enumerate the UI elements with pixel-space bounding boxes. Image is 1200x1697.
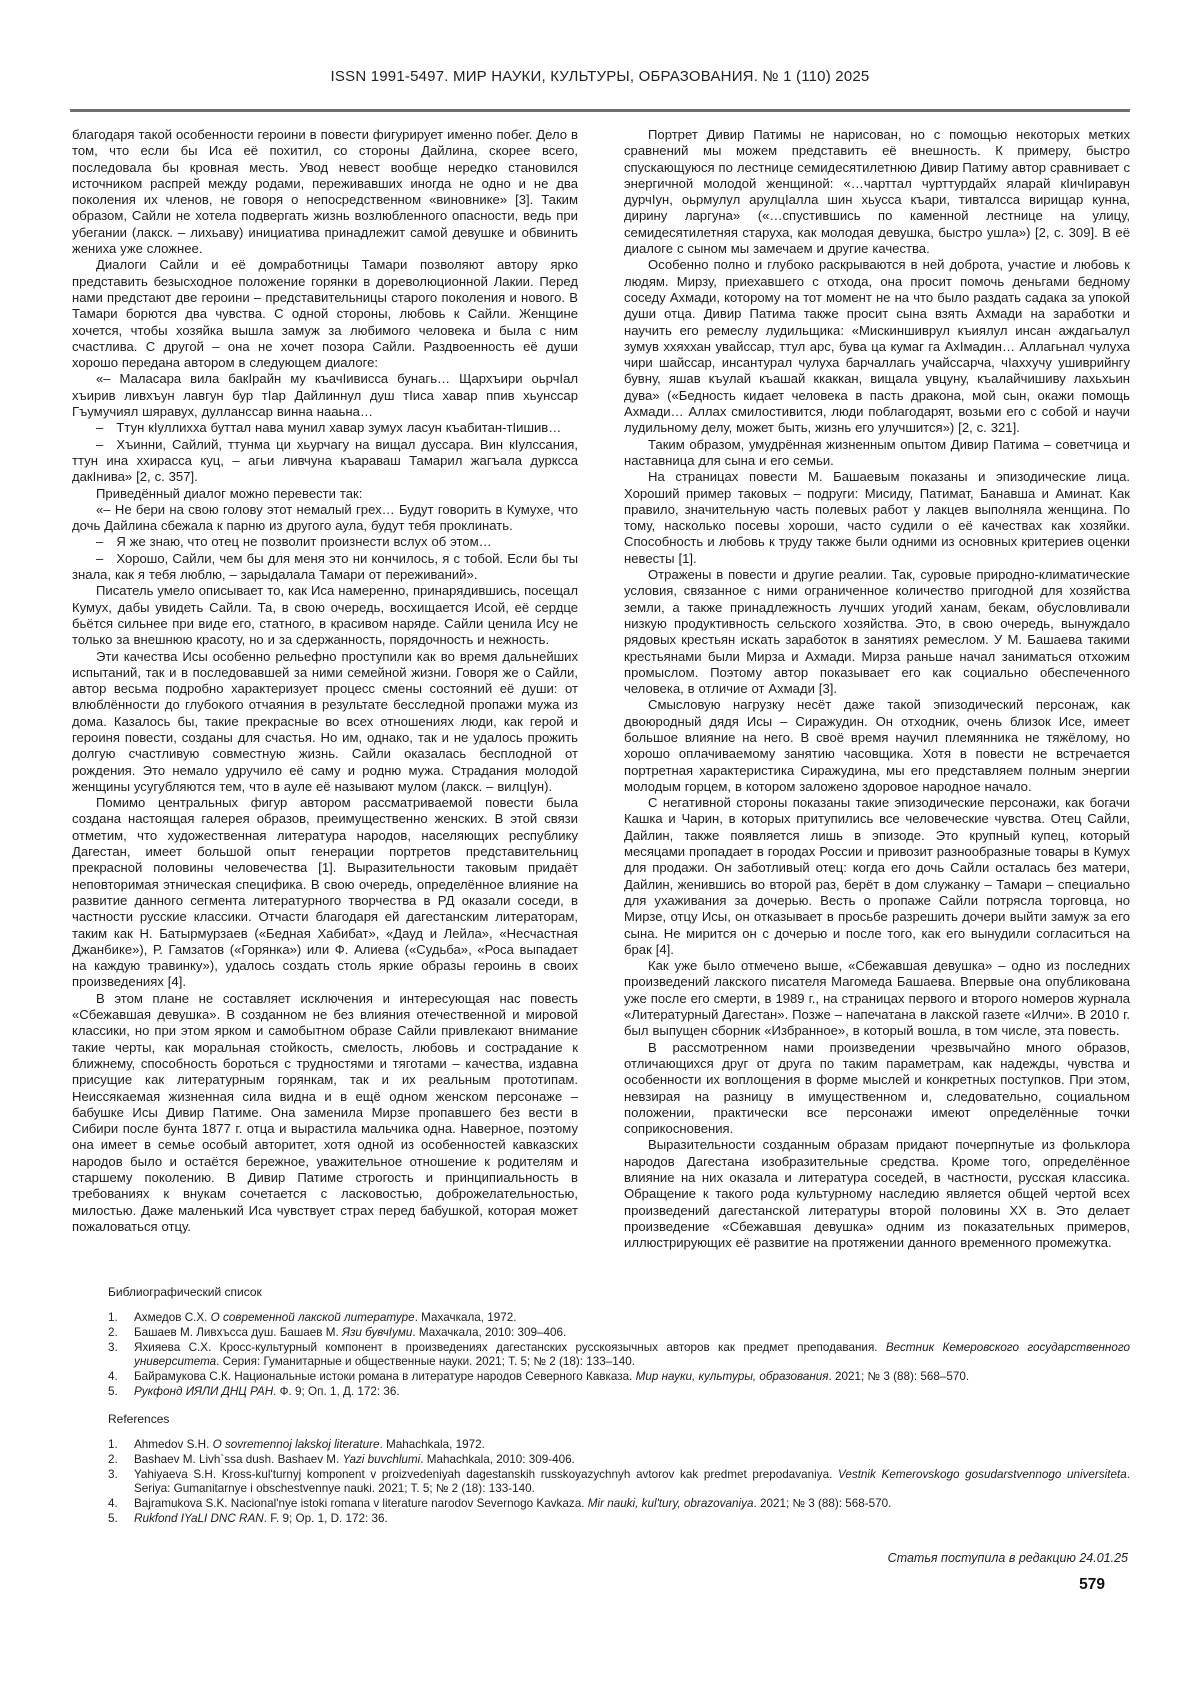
- paragraph: Смысловую нагрузку несёт даже такой эпизодический персонаж, как двоюродный дядя Исы – Сиражудин. Он отходник, очень близок Исе, имеет большое влияние на него. В своё время научил племянника не тяжёлому, но хорошо оплачиваемому занятию часовщика. Хотя в повести не встречается портретная характеристика Сиражудина, мы его представляем полным энергии молодым горцем, в котором заложено здоровое народное начало.: [624, 697, 1130, 794]
- paragraph: – Хъинни, Сайлий, ттунма ци хьурчагу на вищал дуссара. Вин кІулссания, ттун ина ххирасса куц, – агьи ливчуна къараваш Тамарил жагъала дурксса дакІнива» [2, с. 357].: [72, 436, 578, 485]
- paragraph: – Я же знаю, что отец не позволит произнести вслух об этом…: [96, 534, 492, 550]
- bibliography-title: Библиографический список: [108, 1285, 262, 1299]
- reference-text: Башаев М. Ливхъсса душ. Башаев М. Язи бувчІуми. Махачкала, 2010: 309–406.: [134, 1325, 567, 1339]
- reference-text: Байрамукова С.К. Национальные истоки романа в литературе народов Северного Кавказа. Мир науки, культуры, образования. 2021; № 3 (88): 568–570.: [134, 1370, 970, 1384]
- reference-number: 1.: [108, 1311, 118, 1324]
- article-right-column: [624, 127, 1130, 1251]
- paragraph: благодаря такой особенности героини в повести фигурирует именно побег. Дело в том, что если бы Иса её похитил, со стороны Дайлина, скорее всего, последовала бы кровная месть. Увод невест вообще нередко становился источником распрей между родами, переживавших иногда не одно и не два поколения их членов, не говоря о непосредственном «виновнике» [3]. Таким образом, Сайли не хотела подвергать жизнь возлюбленного опасности, ведь при убегании (лакск. – лихьаву) инициатива принадлежит самой девушке и обвинить жениха уже сложнее.: [72, 127, 578, 257]
- reference-number: 3.: [108, 1340, 118, 1354]
- reference-item: [108, 1497, 1130, 1512]
- reference-text: Рукфонд ИЯЛИ ДНЦ РАН. Ф. 9; Оп. 1, Д. 172: 36.: [134, 1384, 400, 1398]
- reference-number: 3.: [108, 1467, 118, 1481]
- article-body: [72, 127, 1130, 1251]
- reference-number: 1.: [108, 1438, 118, 1451]
- paragraph: – Ттун кІуллихха буттал нава мунил хавар зумух ласун къабитан-тІишив…: [96, 420, 562, 436]
- paragraph: Особенно полно и глубоко раскрываются в ней доброта, участие и любовь к людям. Мирзу, приехавшего с отхода, она просит помочь деньгами бедному соседу Ахмади, которому на тот момент не на что было раздать садака за упокой души отца. Дивир Патима также просит сына взять Ахмади на заработки и научить его ремеслу лудильщика: «Мискиншиврул къиялул инсан аждагьалул зумув ххяххан увайссар, ттул арс, бува ца кумаг га АхІмадин… Аллагьнал чулуха чири шайссар, инсантурал чулуха барчаллагь учайссарча, чІаххучу ушиврийнгу бувну, яшав къулай къашай ккаккан, вищала увцуну, къалайчишиву лахьхьин дува» («Бедность кидает человека в пасть дракона, мой сын, окажи помощь Ахмади… Аллах смилостивится, люди поблагодарят, возьми его с собой и научи лудильному делу, может быть, жизнь его улучшится») [2, с. 321].: [624, 257, 1130, 436]
- paragraph: Таким образом, умудрённая жизненным опытом Дивир Патима – советчица и наставница для сына и его семьи.: [624, 436, 1130, 468]
- reference-number: 5.: [108, 1384, 118, 1398]
- bibliography-list: [108, 1311, 1130, 1400]
- paragraph: На страницах повести М. Башаевым показаны и эпизодические лица. Хороший пример таковых – подруги: Мисиду, Патимат, Банавша и Аминат. Как правило, значительную часть полевых работ у лакцев выполняла женщина. По тому, насколько посевы хороши, часто судили о её качествах как хозяйки. Способность и любовь к труду также были одними из основных критериев оценки невесты [1].: [624, 469, 1130, 566]
- article-left-column: [72, 127, 578, 1251]
- paragraph: Писатель умело описывает то, как Иса намеренно, принарядившись, посещал Кумух, дабы увидеть Сайли. Та, в свою очередь, восхищается Исой, её сердце бьётся сильнее при виде его, статного, в красивом наряде. Сайли ценила Ису не только за внешнюю красоту, но и за сдержанность, порядочность и нежность.: [72, 583, 578, 648]
- reference-text: Yahiyaeva S.H. Kross-kul'turnyj komponent v proizvedeniyah dagestanskih russkoyazychnyh avtorov kak predmet prepodavaniya. Vestnik Kemerovskogo gosudarstvennogo universiteta. Seriya: Gumanitarnye i obschestvennye nauki. 2021; T. 5; № 2 (18): 133-140.: [134, 1467, 1130, 1496]
- paragraph: Как уже было отмечено выше, «Сбежавшая девушка» – одно из последних произведений лакского писателя Магомеда Башаева. Впервые она опубликована уже после его смерти, в 1989 г., на страницах первого и второго номеров журнала «Литературный Дагестан». Позже – напечатана в лакской газете «Илчи». В 2010 г. был выпущен сборник «Избранное», в который вошла, в том числе, эта повесть.: [624, 958, 1130, 1039]
- paragraph: Помимо центральных фигур автором рассматриваемой повести была создана настоящая галерея образов, преимущественно женских. В этой связи отметим, что художественная литература народов, населяющих республику Дагестан, имеет большой опыт генерации портретов представительниц прекрасной половины человечества [1]. Выразительности таковым придаёт неповторимая этническая специфика. В свою очередь, определённое влияние на развитие данного сегмента литературного творчества в РД оказали соседи, в частности русские классики. Отчасти благодаря ей дагестанским литераторам, таким как Н. Батырмурзаев («Бедная Хабибат», «Дауд и Лейла», «Несчастная Джанбике»), Р. Гамзатов («Горянка») или Ф. Алиева («Судьба», «Роса выпадает на каждую травинку»), удалось создать столь яркие образы героинь в своих произведениях [4].: [72, 795, 578, 990]
- references-title: References: [108, 1412, 170, 1426]
- bibliography-section: [108, 1285, 1130, 1400]
- paragraph: «– Не бери на свою голову этот немалый грех… Будут говорить в Кумухе, что дочь Дайлина сбежала к парню из другого аула, будут тебя проклинать.: [72, 501, 578, 534]
- header-rule: [70, 109, 1130, 112]
- references-section: [108, 1412, 1130, 1527]
- reference-item: [108, 1370, 1130, 1385]
- reference-item: [108, 1453, 1130, 1468]
- paragraph: Эти качества Исы особенно рельефно проступили как во время дальнейших испытаний, так и в последовавшей за ними семейной жизни. Говоря же о Сайли, автор весьма подробно характеризует процесс смены состояний её души: от влюблённости до глубокого отчаяния в результате бесследной пропажи мужа из дома. Казалось бы, такие прекрасные во всех отношениях люди, как герой и героиня повести, созданы для счастья. Но им, однако, так и не удалось прожить долгую счастливую совместную жизнь. Сайли оказалась бесплодной от рождения. Это немало удручило её саму и родню мужа. Страдания молодой женщины усугубляются тем, что в ауле её называют мулом (лакск. – вилцІун).: [72, 648, 578, 794]
- reference-number: 2.: [108, 1325, 118, 1339]
- reference-item: [108, 1311, 1130, 1326]
- reference-item: [108, 1385, 1130, 1400]
- reference-text: Bajramukova S.K. Nacional'nye istoki romana v literature narodov Severnogo Kavkaza. Mir nauki, kul'tury, obrazovaniya. 2021; № 3 (88): 568-570.: [134, 1497, 892, 1511]
- paragraph: С негативной стороны показаны такие эпизодические персонажи, как богачи Кашка и Чарин, в которых притупились все человеческие чувства. Отец Сайли, Дайлин, также появляется лишь в эпизоде. Это крупный купец, который месяцами пропадает в городах России и привозит разнообразные товары в Кумух для продажи. Он заботливый отец: когда его дочь Сайли осталась без матери, Дайлин, женившись во второй раз, берёт в дом служанку – Тамари – специально для ухаживания за дочерью. Весть о пропаже Сайли потрясла торговца, но Мирзе, отцу Исы, он отказывает в просьбе разрешить дочери выйти замуж за его сына. Не мирится он с дочерью и после того, как его вынудили согласиться на брак [4].: [624, 795, 1130, 957]
- reference-item: [108, 1341, 1130, 1371]
- paragraph: «– Маласара вила бакІрайн му къачІивисса бунагь… Щархъири оьрчІал хъирив ливхъун лавгун бур тІар Дайлиннул душ тІиса хавар ппив хьунссар Гъумучиял шяравух, дулланссар винна нааьна…: [72, 371, 578, 420]
- reference-item: [108, 1326, 1130, 1341]
- paragraph: В рассмотренном нами произведении чрезвычайно много образов, отличающихся друг от друга по таким параметрам, как надежды, чувства и особенности их воплощения в форме мыслей и конкретных поступков. При этом, невзирая на разницу в имущественном и, следовательно, социальном положении, практически все персонажи имеют определённые точки соприкосновения.: [624, 1039, 1130, 1137]
- reference-number: 4.: [108, 1497, 118, 1511]
- paragraph: Выразительности созданным образам придают почерпнутые из фольклора народов Дагестана изобразительные средства. Кроме того, определённое влияние на них оказала и литература соседей, в частности, русская классика. Обращение к такого рода культурному наследию является общей чертой всех произведений дагестанской литературы второй половины ХХ в. Это делает произведение «Сбежавшая девушка» одним из показательных примеров, иллюстрирующих её развитие на протяжении данного временного промежутка.: [624, 1137, 1130, 1251]
- paragraph: Приведённый диалог можно перевести так:: [96, 485, 363, 501]
- reference-text: Rukfond IYaLI DNC RAN. F. 9; Op. 1, D. 172: 36.: [134, 1511, 388, 1525]
- reference-text: Bashaev M. Livh`ssa dush. Bashaev M. Yazi buvchlumi. Mahachkala, 2010: 309-406.: [134, 1452, 575, 1466]
- page-number: 579: [1079, 1576, 1105, 1593]
- received-date: Статья поступила в редакцию 24.01.25: [887, 1551, 1128, 1565]
- reference-text: Ахмедов С.Х. О современной лакской литературе. Махачкала, 1972.: [134, 1311, 517, 1324]
- reference-number: 5.: [108, 1511, 118, 1525]
- reference-item: [108, 1438, 1130, 1453]
- reference-text: Яхияева С.Х. Кросс-культурный компонент в произведениях дагестанских русскоязычных авторов как предмет преподавания. Вестник Кемеровского государственного университета. Серия: Гуманитарные и общественные науки. 2021; Т. 5; № 2 (18): 133–140.: [134, 1340, 1130, 1369]
- reference-text: Ahmedov S.H. O sovremennoj lakskoj literature. Mahachkala, 1972.: [134, 1438, 485, 1451]
- reference-item: [108, 1512, 1130, 1527]
- references-list: [108, 1438, 1130, 1527]
- reference-item: [108, 1468, 1130, 1498]
- reference-number: 4.: [108, 1370, 118, 1384]
- reference-number: 2.: [108, 1452, 118, 1466]
- paragraph: Диалоги Сайли и её домработницы Тамари позволяют автору ярко представить безысходное положение горянки в дореволюционной Лакии. Перед нами предстают две героини – представительницы старого поколения и нового. В Тамари борются два чувства. С одной стороны, любовь к Сайли. Женщине хочется, чтобы хозяйка вышла замуж за любимого человека и была с ним счастлива. С другой – она не хочет позора Сайли. Раздвоенность её души хорошо передана автором в следующем диалоге:: [72, 257, 578, 371]
- paragraph: – Хорошо, Сайли, чем бы для меня это ни кончилось, я с тобой. Если бы ты знала, как я тебя люблю, – зарыдалала Тамари от переживаний».: [72, 550, 578, 583]
- journal-header: ISSN 1991-5497. МИР НАУКИ, КУЛЬТУРЫ, ОБРАЗОВАНИЯ. № 1 (110) 2025: [330, 68, 870, 85]
- paragraph: Портрет Дивир Патимы не нарисован, но с помощью некоторых метких сравнений мы можем представить её внешность. К примеру, быстро спускающуюся по лестнице семидесятилетнюю Дивир Патиму автор сравнивает с энергичной молодой женщиной: «…чарттал чурттурдайх яларай кІичІиравун дурчІун, оьрмулул арулцІалла шин хьусса къари, тивталсса вирищар кунна, дирину ларгуна» («…спустившись по каменной лестнице на улицу, семидесятилетняя старуха, как молодая девушка, быстро ушла») [2, с. 309]. В её диалоге с сыном мы замечаем и другие качества.: [624, 127, 1130, 257]
- paragraph: В этом плане не составляет исключения и интересующая нас повесть «Сбежавшая девушка». В созданном не без влияния отечественной и мировой классики, но при этом ярком и самобытном образе Сайли привлекают внимание такие черты, как моральная стойкость, смелость, любовь и сострадание к ближнему, способность бороться с трудностями и тяготами – качества, издавна присущие как литературным горянкам, так и их реальным прототипам. Неиссякаемая жизненная сила видна и в ещё одном женском персонаже – бабушке Исы Дивир Патиме. Она заменила Мирзе пропавшего без вести в Сибири после бунта 1877 г. отца и вырастила мальчика одна. Наверное, поэтому она имеет в семье особый авторитет, хотя одной из особенностей кавказских народов было и остаётся бережное, уважительное отношение к родителям и старшему поколению. В Дивир Патиме строгость и принципиальность в требованиях к внукам сочетается с ласковостью, доброжелательностью, милостью. Даже маленький Иса чувствует страх перед бабушкой, которая может пожаловаться отцу.: [72, 990, 578, 1234]
- paragraph: Отражены в повести и другие реалии. Так, суровые природно-климатические условия, связанное с ними ограниченное количество пригодной для хозяйства земли, а также принадлежность лучших угодий ханам, бекам, обусловливали низкую продуктивность сельского хозяйства. Это, в свою очередь, вынуждало рядовых крестьян искать заработок в занятиях ремеслом. У М. Башаева такими крестьянами были Мирза и Ахмади. Мирза раньше начал заниматься отхожим промыслом. Поэтому автор показывает его как социально обеспеченного человека, в отличие от Ахмади [3].: [624, 567, 1130, 697]
